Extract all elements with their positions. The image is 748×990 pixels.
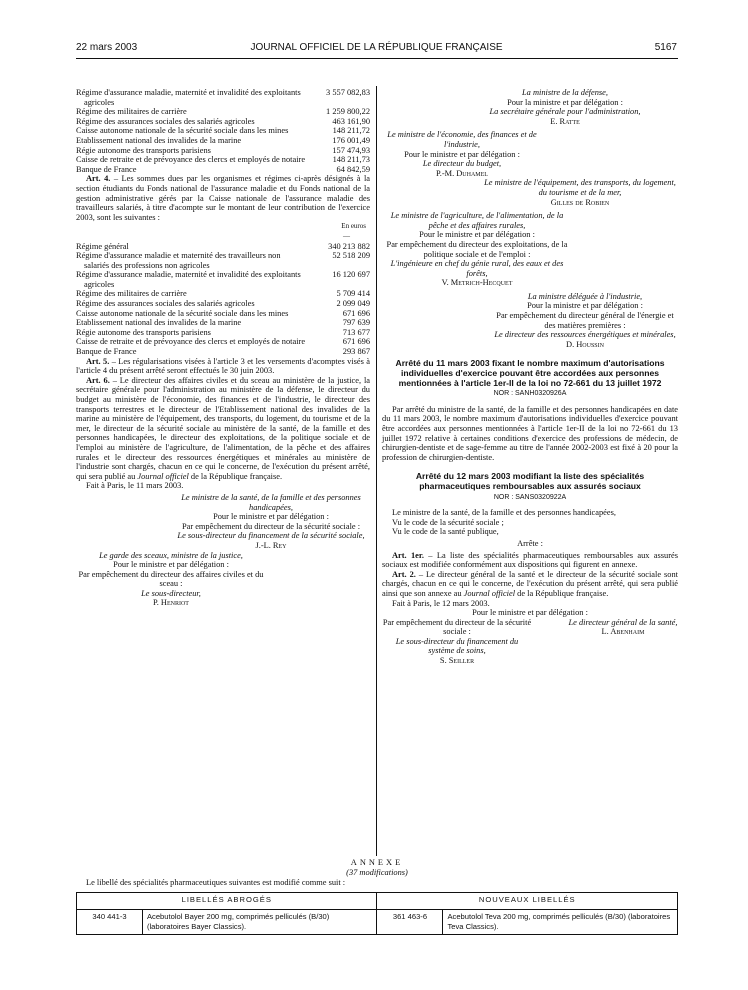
arrete-body: Par arrêté du ministre de la santé, de la famille et des personnes handicapées en date du 11 mars 2003, le nombre maximum d'autorisations individuelles d'exercice pouvant être accordées aux personnes mentionnées à l'article 1er-II de la loi no 72-661 du 13 juillet 1972 relative à certaines conditions d'exercice des professions de médecin, de chirurgien-dentiste et de sage-femme au titre de l'année 2002-2003 est fixé à 20 pour la profession de chirurgien-dentiste.: [382, 404, 678, 462]
arrete-title: Arrêté du 12 mars 2003 modifiant la liste des spécialités pharmaceutiques remboursables aux assurés sociaux: [415, 471, 645, 491]
page-header: [76, 42, 677, 56]
amount-row: Régime d'assurance maladie et maternité des travailleurs non salariés des professions non agricoles 52 518 209: [76, 251, 370, 270]
annexe: [76, 858, 678, 935]
fait-a-paris: Fait à Paris, le 12 mars 2003.: [392, 598, 490, 608]
amount-row: Régie autonome des transports parisiens 157 474,93: [76, 145, 370, 155]
annexe-table: [76, 892, 678, 935]
column-divider: [376, 86, 377, 856]
article-5: Art. 5. – Les régularisations visées à l'article 3 et les versements d'acomptes visés à l'article 4 du présent arrêté seront effectués le 30 juin 2003.: [76, 356, 370, 376]
signature-block-economie: Le ministre de l'économie, des finances et de l'industrie, Pour le ministre et par délégation : Le directeur du budget, P.-M. Duhamel: [387, 130, 537, 178]
amount-row: Régie autonome des transports parisiens 713 677: [76, 327, 370, 337]
amount-row: Régime des assurances sociales des salariés agricoles 2 099 049: [76, 299, 370, 309]
signature-securite-sociale: Par empêchement du directeur de la sécurité sociale : Le sous-directeur du financement du système de soins, S. Seiller: [382, 617, 532, 666]
arrete-word: Arrête :: [517, 538, 543, 548]
article-1: Art. 1er. – La liste des spécialités pharmaceutiques remboursables aux assurés sociaux est modifiée conformément aux dispositions qui figurent en annexe.: [382, 550, 679, 570]
arrete-intro: Le ministre de la santé, de la famille et des personnes handicapées,: [392, 508, 616, 518]
signature-directeur-sante: Le directeur général de la santé, L. Abenhaim: [568, 617, 678, 637]
amount-row: Etablissement national des invalides de la marine 176 001,49: [76, 135, 370, 145]
header-rule: [76, 58, 678, 59]
signature-block-agriculture: Le ministre de l'agriculture, de l'alimentation, de la pêche et des affaires rurales, Pour le ministre et par délégation : Par empêchement du directeur des exploitations, de la politique sociale et de l'emploi : L'ingénieure en chef du génie rural, des eaux et des forêts, V. Metrich-Hecquet: [386, 211, 568, 288]
unit-label: En euros: [341, 222, 366, 231]
final-signatures: [382, 618, 678, 666]
delegation-line: Pour le ministre et par délégation :: [472, 608, 588, 618]
table-row: [77, 910, 678, 935]
amount-row: Banque de France 64 842,59: [76, 164, 370, 174]
signature-block-industrie: La ministre déléguée à l'industrie, Pour la ministre et par délégation : Par empêchement du directeur général de l'énergie et des matières premières : Le directeur des ressources énergétiques et minérales, D. Houssin: [494, 291, 676, 349]
arrete-12-mars: [382, 472, 678, 665]
fait-a-paris: Fait à Paris, le 11 mars 2003.: [86, 481, 184, 491]
amount-row: Régime d'assurance maladie, maternité et invalidité des exploitants agricoles 16 120 697: [76, 270, 370, 289]
vu-line: Vu le code de la sécurité sociale ;: [392, 517, 504, 527]
old-label: Acebutolol Bayer 200 mg, comprimés pelliculés (B/30) (laboratoires Bayer Classics).: [142, 910, 377, 935]
article-6: Art. 6. – Le directeur des affaires civiles et du sceau au ministère de la justice, la secrétaire générale pour l'administration au ministère de la défense, le directeur du budget au ministère de l'économie, des finances et de l'industrie, le directeur des transports terrestres et le directeur de l'Etablissement national des invalides de la marine au ministère de l'équipement, des transports, du logement, du tourisme et de la mer, le directeur de la sécurité sociale au ministère de la santé, de la famille et des personnes handicapées, le directeur des exploitations, de la politique sociale et de l'emploi au ministère de l'agriculture, de l'alimentation, de la pêche et des affaires rurales et le directeur des ressources énergétiques et minérales au ministère de l'industrie sont chargés, chacun en ce qui le concerne, de l'exécution du présent arrêté, qui sera publié au Journal officiel de la République française.: [76, 375, 370, 481]
old-code: 340 441-3: [77, 910, 143, 935]
annexe-subheading: (37 modifications): [346, 868, 408, 877]
page-number: 5167: [654, 42, 677, 53]
signature-block-sante: Le ministre de la santé, de la famille et des personnes handicapées, Pour le ministre et par délégation : Par empêchement du directeur de la sécurité sociale : Le sous-directeur du financement de la sécurité sociale, J.-L. Rey: [177, 492, 365, 550]
amount-row: Régime général 340 213 882: [76, 241, 370, 251]
vu-line: Vu le code de la santé publique,: [392, 527, 499, 537]
amount-row: Caisse autonome nationale de la sécurité sociale dans les mines 671 696: [76, 308, 370, 318]
amount-row: Caisse de retraite et de prévoyance des clercs et employés de notaire 148 211,73: [76, 155, 370, 165]
column-header-old: LIBELLÉS ABROGÉS: [77, 893, 377, 910]
article-4: Art. 4. – Les sommes dues par les organismes et régimes ci-après désignés à la section étudiants du Fonds national de l'assurance maladie et du Fonds national de la gestion administrative gérés par la Caisse nationale de l'assurance maladie des travailleurs salariés, à titre d'acompte sur le montant de leur contribution de l'exercice 2003, sont les suivantes :: [76, 174, 370, 222]
amount-row: Banque de France 293 867: [76, 347, 370, 357]
right-column: [382, 88, 678, 666]
column-header-new: NOUVEAUX LIBELLÉS: [377, 893, 678, 910]
header-date: 22 mars 2003: [76, 42, 138, 53]
arrete-title: Arrêté du 11 mars 2003 fixant le nombre maximum d'autorisations individuelles d'exercice pouvant être accordées aux personnes mentionnées à l'article 1er-II de la loi no 72-661 du 13 juillet 1972: [395, 358, 665, 388]
amount-row: Régime des militaires de carrière 1 259 800,22: [76, 107, 370, 117]
amount-row: Caisse de retraite et de prévoyance des clercs et employés de notaire 671 696: [76, 337, 370, 347]
new-label: Acebutolol Teva 200 mg, comprimés pelliculés (B/30) (laboratoires Teva Classics).: [443, 910, 678, 935]
signature-block-justice: Le garde des sceaux, ministre de la justice, Pour le ministre et par délégation : Par empêchement du directeur des affaires civiles et du sceau : Le sous-directeur, P. Henriot: [78, 550, 264, 608]
annexe-heading: ANNEXE: [350, 858, 404, 867]
nor-reference: NOR : SANH0320926A: [493, 390, 567, 398]
left-column: [76, 88, 370, 608]
annexe-intro: Le libellé des spécialités pharmaceutiques suivantes est modifié comme suit :: [86, 878, 346, 887]
unit-dash: —: [343, 231, 350, 240]
arrete-11-mars: [382, 359, 678, 462]
amount-row: Régime des assurances sociales des salariés agricoles 463 161,90: [76, 116, 370, 126]
new-code: 361 463-6: [377, 910, 443, 935]
amount-row: Régime des militaires de carrière 5 709 414: [76, 289, 370, 299]
signature-block-equipement: Le ministre de l'équipement, des transports, du logement, du tourisme et de la mer, Gilles de Robien: [484, 178, 676, 207]
signature-block-defense: La ministre de la défense, Pour la ministre et par délégation : La secrétaire générale pour l'administration, E. Ratte: [489, 88, 641, 126]
amount-row: Régime d'assurance maladie, maternité et invalidité des exploitants agricoles 3 557 082,83: [76, 88, 370, 107]
table-header-row: [77, 893, 678, 910]
amount-row: Caisse autonome nationale de la sécurité sociale dans les mines 148 211,72: [76, 126, 370, 136]
header-title: JOURNAL OFFICIEL DE LA RÉPUBLIQUE FRANÇAISE: [250, 42, 503, 53]
amount-row: Etablissement national des invalides de la marine 797 639: [76, 318, 370, 328]
amounts-table-top: [76, 88, 370, 174]
article-2: Art. 2. – Le directeur général de la santé et le directeur de la sécurité sociale sont chargés, chacun en ce qui le concerne, de l'exécution du présent arrêté, qui sera publié ainsi que son annexe au Journal officiel de la République française.: [382, 569, 678, 598]
amounts-table-mid: [76, 242, 370, 357]
nor-reference: NOR : SANS0320922A: [493, 493, 567, 501]
